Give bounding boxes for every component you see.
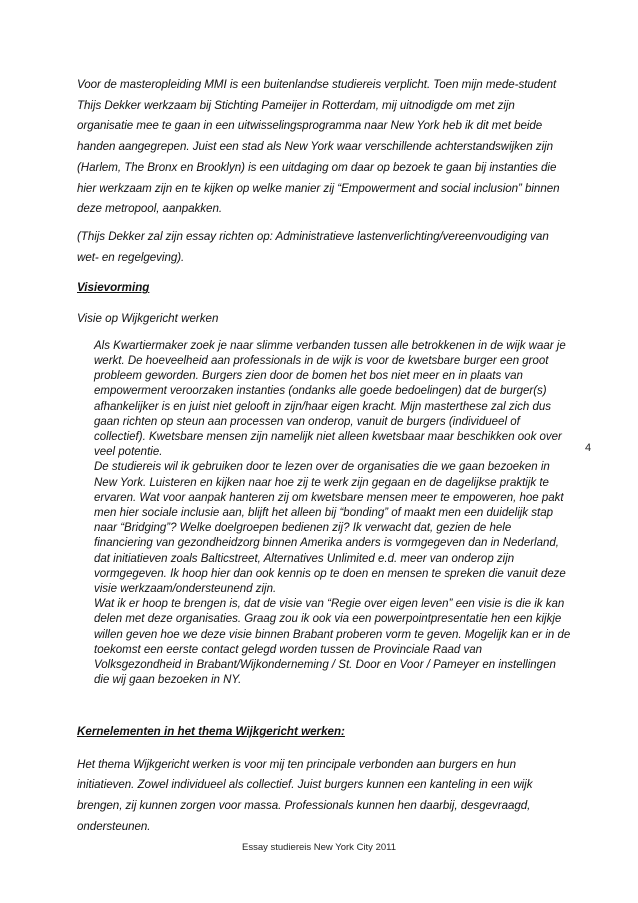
page-body xyxy=(77,75,570,838)
intro-paragraph: Voor de masteropleiding MMI is een buitenlandse studiereis verplicht. Toen mijn mede-student Thijs Dekker werkzaam bij Stichting Pameijer in Rotterdam, mij uitnodigde om met zijn organisatie mee te gaan in een uitwisselingsprogramma naar New York heb ik dit met beide handen aangegrepen. Juist een stad als New York waar verschillende achterstandswijken zijn (Harlem, The Bronx en Brooklyn) is een uitdaging om daar op bezoek te gaan bij instanties die hier werkzaam zijn en te kijken op welke manier zij “Empowerment and social inclusion” binnen deze metropool, aanpakken. xyxy=(77,78,560,216)
visievorming-heading: Visievorming xyxy=(77,281,150,295)
visie-block-brengen: Wat ik er hoop te brengen is, dat de visie van “Regie over eigen leven” een visie is die ik kan delen met deze organisaties. Graag zou ik ook via een powerpointpresentatie hen een kijkje willen geven hoe we deze visie binnen Brabant proberen vorm te geven. Mogelijk kan er in de toekomst een eerste contact gelegd worden tussen de Provinciale Raad van Volksgezondheid in Brabant/Wijkonderneming / St. Door en Voor / Pameyer en instellingen die wij gaan bezoeken in NY. xyxy=(94,598,571,687)
visie-subheading: Visie op Wijkgericht werken xyxy=(77,312,219,326)
intro-note-paragraph: (Thijs Dekker zal zijn essay richten op: Administratieve lastenverlichting/vereenvoudiging van wet- en regelgeving). xyxy=(77,229,549,264)
page-footer: Essay studiereis New York City 2011 xyxy=(241,842,396,853)
kernelementen-heading: Kernelementen in het thema Wijkgericht werken: xyxy=(77,725,345,739)
visie-block-kwartiermaker: Als Kwartiermaker zoek je naar slimme verbanden tussen alle betrokkenen in de wijk waar je werkt. De hoeveelheid aan professionals in de wijk is voor de kwetsbare burger een groot probleem geworden. Burgers zien door de bomen het bos niet meer en in plaats van empowerment veroorzaken instanties (ondanks alle goede bedoelingen) dat de burger(s) afhankelijker is en juist niet gelooft in zijn/haar eigen kracht. Mijn masterthese zal zich dus gaan richten op steun aan processen van onderop, vanuit de burgers (individueel of collectief). Kwetsbare mensen zijn namelijk niet alleen kwetsbaar maar beschikken ook over veel potentie. xyxy=(94,339,566,459)
page-number: 4 xyxy=(585,442,592,454)
visie-block-studiereis: De studiereis wil ik gebruiken door te lezen over de organisaties die we gaan bezoeken in New York. Luisteren en kijken naar hoe zij te werk zijn gegaan en de dagelijkse praktijk te ervaren. Wat voor aanpak hanteren zij om kwetsbare mensen meer te empoweren, hoe pakt men hier sociale inclusie aan, blijft het alleen bij “bonding” of maakt men een duidelijk stap naar “Bridging”? Welke doelgroepen bedienen zij? Ik verwacht dat, gezien de hele financiering van gezondheidzorg binnen Amerika anders is vormgegeven dan in Nederland, dat initiatieven zoals Balticstreet, Alternatives Unlimited e.d. meer van onderop zijn vormgegeven. Ik hoop hier dan ook kennis op te doen en mensen te spreken die vanuit deze visie werkzaam/ondersteunend zijn. xyxy=(94,461,566,595)
kernelementen-paragraph: Het thema Wijkgericht werken is voor mij ten principale verbonden aan burgers en hun initiatieven. Zowel individueel als collectief. Juist burgers kunnen een kanteling in een wijk brengen, zij kunnen zorgen voor massa. Professionals kunnen hen daarbij, desgevraagd, ondersteunen. xyxy=(77,757,533,833)
visie-indented-block xyxy=(94,339,572,689)
